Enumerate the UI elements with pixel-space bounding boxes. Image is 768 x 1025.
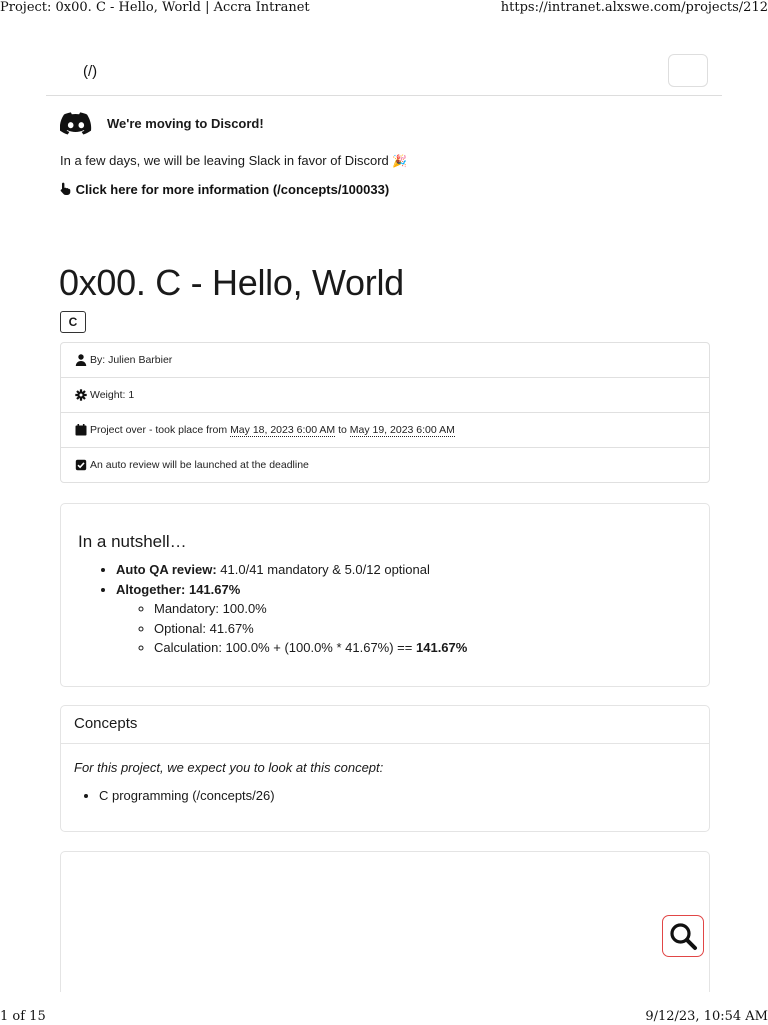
home-link[interactable]: (/) [83,63,98,80]
concepts-title: Concepts [74,715,138,732]
dates-prefix: Project over - took place from [90,424,228,436]
navbar-toggle-button[interactable] [668,54,708,87]
dates-to: to [338,424,347,436]
altogether-label: Altogether: [116,581,186,597]
nutshell-sublist [116,599,467,658]
discord-info-link[interactable] [60,182,389,197]
checked-square-icon [75,459,87,471]
print-page-url: https://intranet.alxswe.com/projects/212 [500,0,768,15]
calendar-icon [75,424,87,436]
print-timestamp: 9/12/23, 10:54 AM [645,1009,768,1024]
nutshell-card [60,503,710,687]
optional-item: ◦ Optional: 41.67% [154,619,467,639]
calculation-text: Calculation: 100.0% + (100.0% * 41.67%) == [154,640,413,655]
meta-auto-review [61,447,709,482]
meta-auto-review-text: An auto review will be launched at the deadline [90,459,309,471]
start-date: May 18, 2023 6:00 AM [230,424,336,436]
meta-weight [61,377,709,412]
pointing-hand-icon [60,182,72,195]
content-card [60,851,710,992]
concepts-intro: For this project, we expect you to look at this concept: [74,760,384,775]
nutshell-list [78,560,467,658]
concept-link[interactable]: • C programming (/concepts/26) [99,788,275,803]
search-button[interactable] [662,915,704,957]
discord-info-link-text: Click here for more information (/concepts/100033) [75,182,390,197]
meta-author [61,343,709,377]
concepts-card [60,705,710,832]
meta-dates-text [90,424,455,436]
gear-icon [75,389,87,401]
qa-label: Auto QA review: [116,562,217,577]
print-header [0,0,768,16]
nutshell-title: In a nutshell… [78,532,187,551]
search-icon [663,916,703,956]
discord-announcement-text [60,153,407,168]
mandatory-item: ◦ Mandatory: 100.0% [154,599,467,619]
nutshell-qa-item [116,560,467,580]
meta-dates [61,412,709,447]
discord-icon [60,112,92,136]
print-page-number: 1 of 15 [0,1009,46,1024]
meta-weight-text: Weight: 1 [90,389,135,401]
calculation-result: 141.67% [416,640,468,655]
discord-announcement-title: We're moving to Discord! [107,116,264,131]
user-icon [75,354,87,366]
project-meta-list [60,342,710,483]
party-popper-icon: 🎉 [392,154,408,168]
print-page-title: Project: 0x00. C - Hello, World | Accra Intranet [0,0,310,15]
nutshell-altogether-item [116,580,467,658]
discord-announcement-body: In a few days, we will be leaving Slack in favor of Discord [60,153,389,168]
print-footer [0,1009,768,1025]
navbar [46,46,722,96]
qa-value: 41.0/41 mandatory & 5.0/12 optional [220,562,430,577]
calculation-item [154,638,467,658]
end-date: May 19, 2023 6:00 AM [349,424,455,436]
language-badge: C [60,311,86,333]
altogether-value: 141.67% [188,581,241,597]
concepts-list [74,788,275,803]
meta-author-text: By: Julien Barbier [90,354,173,366]
page-title: 0x00. C - Hello, World [59,262,404,303]
concepts-header [61,706,709,744]
